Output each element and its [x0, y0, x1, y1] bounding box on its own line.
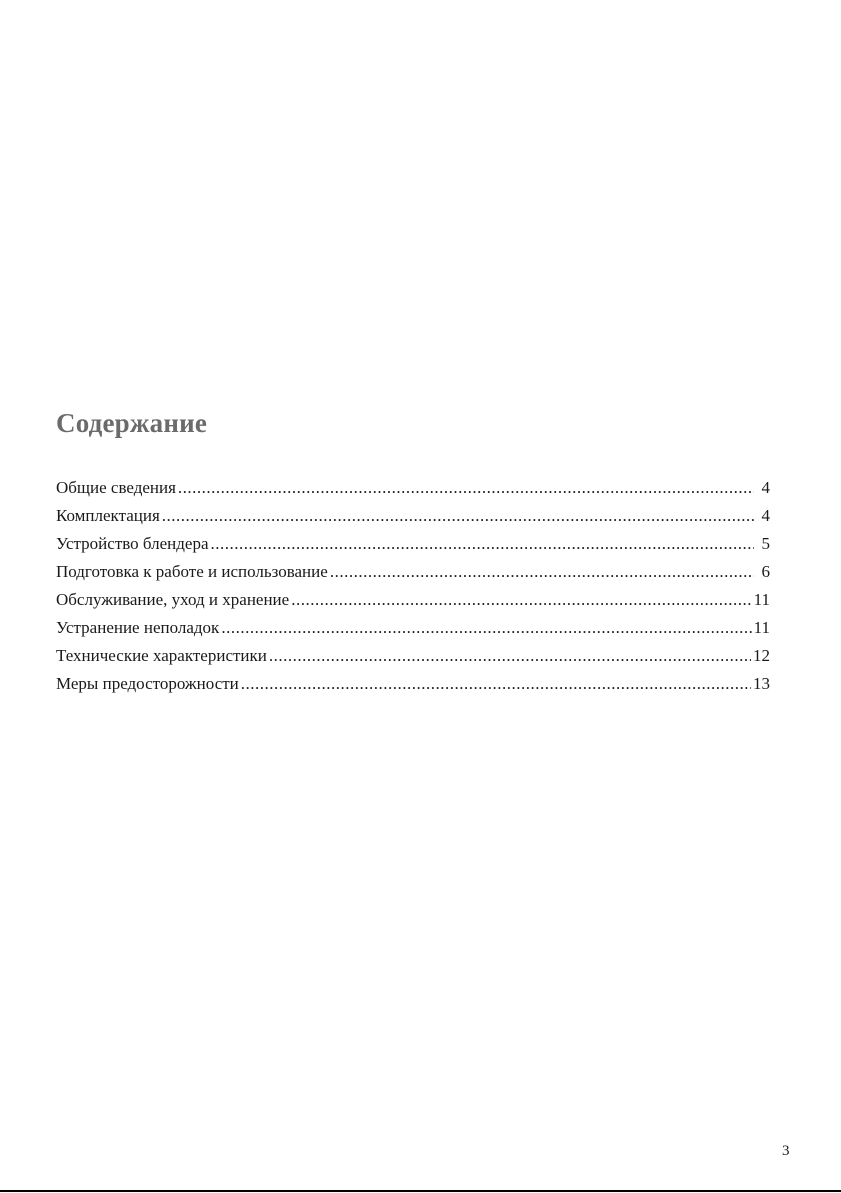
toc-entry[interactable]: [56, 474, 770, 502]
page-number: 3: [782, 1143, 790, 1159]
toc-dot-leader: [211, 530, 754, 558]
toc-entry[interactable]: [56, 642, 770, 670]
bottom-border-line: [0, 1190, 841, 1192]
toc-title: Содержание: [56, 408, 208, 438]
toc-entry[interactable]: [56, 614, 770, 642]
toc-list: [56, 474, 770, 698]
toc-dot-leader: [221, 614, 751, 642]
toc-entry-page: 11: [753, 618, 770, 637]
toc-entry[interactable]: [56, 670, 770, 698]
toc-entry-page: 5: [761, 534, 770, 553]
toc-entry-label: Устранение неполадок: [56, 618, 220, 637]
toc-entry[interactable]: [56, 586, 770, 614]
toc-entry-page: 13: [753, 674, 770, 693]
toc-dot-leader: [241, 670, 751, 698]
toc-entry-label: Общие сведения: [56, 478, 176, 497]
toc-entry-page: 11: [753, 590, 770, 609]
toc-entry-label: Обслуживание, уход и хранение: [56, 590, 290, 609]
toc-entry-page: 4: [761, 506, 770, 525]
toc-entry[interactable]: [56, 558, 770, 586]
toc-dot-leader: [291, 586, 751, 614]
toc-entry[interactable]: [56, 502, 770, 530]
toc-entry-page: 6: [761, 562, 770, 581]
toc-entry-page: 12: [753, 646, 770, 665]
toc-entry-label: Комплектация: [56, 506, 160, 525]
toc-entry-label: Меры предосторожности: [56, 674, 239, 693]
toc-entry-label: Устройство блендера: [56, 534, 209, 553]
toc-dot-leader: [178, 474, 754, 502]
toc-dot-leader: [269, 642, 751, 670]
toc-entry-page: 4: [761, 478, 770, 497]
toc-dot-leader: [330, 558, 754, 586]
toc-dot-leader: [162, 502, 754, 530]
toc-entry[interactable]: [56, 530, 770, 558]
toc-entry-label: Технические характеристики: [56, 646, 267, 665]
toc-entry-label: Подготовка к работе и использование: [56, 562, 328, 581]
